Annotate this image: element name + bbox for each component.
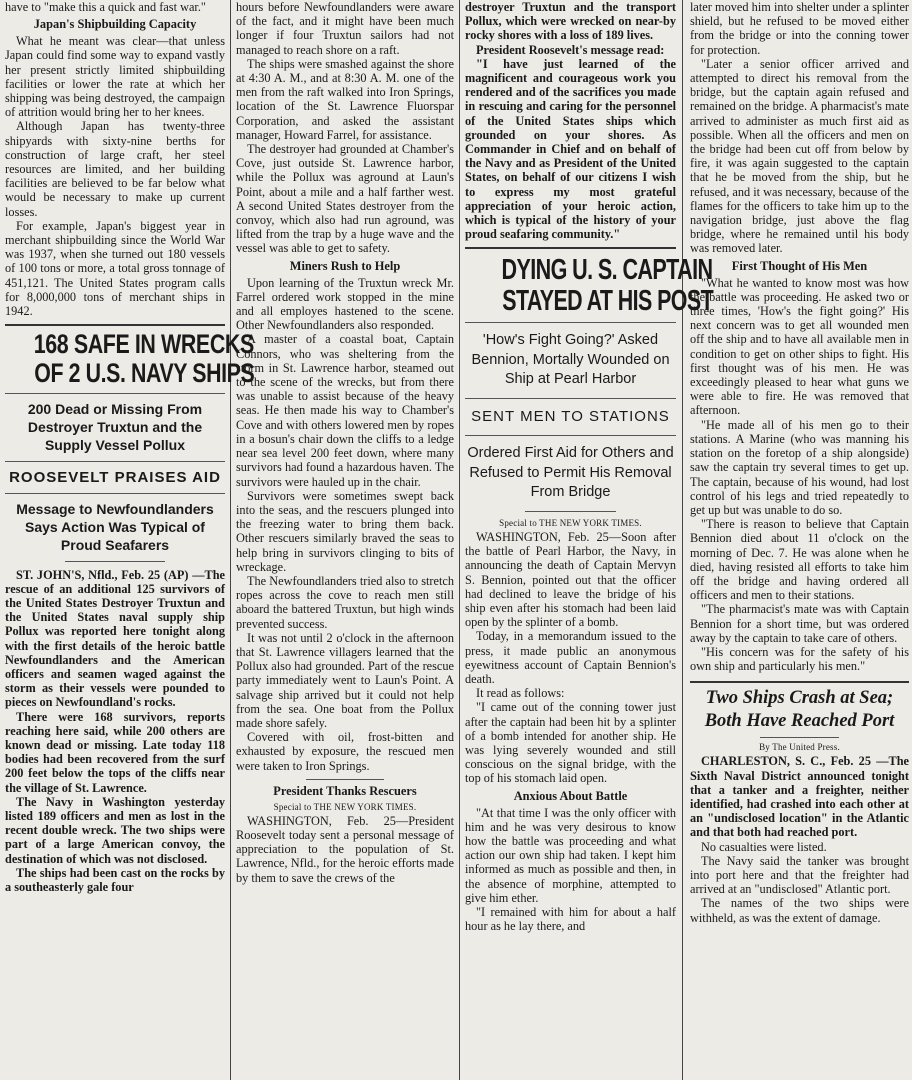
article-text: For example, Japan's biggest year in merchant shipbuilding since the World War was 1937, when she turned out 180 vessels of 100 tons or more, a total gross tonnage of 451,121. The United States program calls for 8,000,000 tons of merchant ships in 1942.	[5, 218, 225, 319]
article-text: A master of a coastal boat, Captain Connors, who was sheltering from the storm in St. Lawrence harbor, steamed out to the scene of the wrecks, but from there was unable to assist because of the heavy seas. He then made his way to Chamber's Cove and with others lowered men by ropes in a bosun's chair down the cliffs to a ledge near sea level 200 feet down, where many survivors had found a hazardous haven. The survivors were hauled up in the chair.	[236, 332, 454, 489]
article-text: Survivors were sometimes swept back into the seas, and the rescuers plunged into the freezing water to bring them back. Other rescuers similarly braved the seas to help bring in survivors clinging to bits of wreckage.	[236, 488, 454, 574]
divider	[760, 737, 839, 738]
headline-line: STAYED AT HIS POST	[502, 284, 714, 317]
column-2	[232, 0, 458, 1080]
column-4	[684, 0, 912, 1080]
divider	[5, 393, 225, 394]
headline-line: Two Ships Crash at Sea;	[705, 688, 894, 709]
subhead: Anxious About Battle	[513, 788, 628, 803]
headline-line: DYING U. S. CAPTAIN	[501, 254, 713, 287]
article-text: "Later a senior officer arrived and attempted to direct his removal from the bridge, but the captain again refused and remained on the bridge. A pharmacist's mate arrived to administer as much first aid as possible. When all the officers and men on the bridge had been cut off from below by fire, it was again suggested to the captain that he be moved from the ship, but he refused, and it was necessary, because of the flames for the officers to take him up to the navigation bridge, just above the flag bridge, where he remained until his body was removed later.	[690, 56, 909, 256]
divider	[465, 398, 676, 399]
divider	[5, 493, 225, 494]
divider	[306, 779, 384, 780]
article-text: "The pharmacist's mate was with Captain Bennion for a short time, but was ordered away by the captain to take care of others.	[690, 602, 909, 645]
article-text: "He made all of his men go to their stations. A Marine (who was manning his station on the foretop of a ship alongside) saw the captain try several times to get up. The captain, because of his wound, had lost control of his legs and tried repeatedly to get up but was unable to do so.	[690, 417, 909, 517]
divider	[525, 511, 616, 512]
article-text: "I have just learned of the magnificent and courageous work you rendered and of the sacrifices you made in rescuing and caring for the personnel of the United States ships which grounded on your shores. As Commander in Chief and on behalf of the Navy and as President of the United States, on behalf of our citizens I wish to express my most grateful appreciation of your heroic action, which is typical of the history of your proud seafaring community."	[465, 56, 676, 242]
article-text: hours before Newfoundlanders were aware of the fact, and it might have been much longer if four Truxtun sailors had not managed to reach shore on a raft.	[236, 0, 454, 57]
article-text: "There is reason to believe that Captain Bennion died about 11 o'clock on the morning of Dec. 7. He was alone when he died, having resisted all efforts to take him off the bridge and having ordered all officers and men to their stations.	[690, 517, 909, 603]
article-text: "His concern was for the safety of his own ship and particularly his men."	[690, 644, 909, 674]
article-text: later moved him into shelter under a splinter shield, but he refused to be moved either from the bridge or into the conning tower for protection.	[690, 0, 909, 57]
divider	[465, 435, 676, 436]
headline-crash	[690, 687, 909, 733]
headline-line: Both Have Reached Port	[704, 711, 895, 732]
article-text: The Navy in Washington yesterday listed 189 officers and men as lost in the recent double wreck. The two ships were part of a large American convoy, the destination of which was not disclosed.	[5, 794, 225, 866]
divider	[465, 322, 676, 323]
deck-truxtun: 200 Dead or Missing From Destroyer Truxtun and the Supply Vessel Pollux	[27, 400, 203, 454]
article-text: It was not until 2 o'clock in the afternoon that St. Lawrence villagers learned that the Pollux also had grounded. Part of the rescue party immediately went to Laun's Point. A salvage ship arrived but it could not help from the sea. One boat from the Pollux made shore safely.	[236, 630, 454, 730]
article-text: ST. JOHN'S, Nfld., Feb. 25 (AP) —The rescue of an additional 125 survivors of the United States Destroyer Truxtun and the United States naval supply ship Pollux was reported here tonight along with the first details of the heroic battle Newfoundlanders and the American officers and seamen waged against the storm as their vessels were pounded to pieces on Newfoundland's rocks.	[5, 567, 225, 710]
deck-fight: 'How's Fight Going?' Asked Bennion, Mortally Wounded on Ship at Pearl Harbor	[471, 332, 670, 388]
credit-line: Special to THE NEW YORK TIMES.	[273, 801, 417, 812]
column-rule	[459, 0, 460, 1080]
column-3	[461, 0, 714, 1080]
divider	[690, 681, 909, 683]
article-text: There were 168 survivors, reports reaching here said, while 200 others are known dead or missing. Late today 118 bodies had been recovered from the surf 200 feet below the tops of the cliffs near the village of St. Lawrence.	[5, 709, 225, 795]
credit-line: Special to THE NEW YORK TIMES.	[499, 517, 642, 528]
article-text: destroyer Truxtun and the transport Pollux, which were wrecked on near-by rocky shores with a loss of 189 lives.	[465, 0, 676, 43]
article-text: Although Japan has twenty-three shipyards with sixty-nine berths for construction of large craft, her steel resources are limited, and her building facilities are believed to be far below what would be necessary to make up current losses.	[5, 119, 225, 219]
subhead: President Thanks Rescuers	[273, 783, 417, 798]
headline-wrecks	[5, 329, 255, 388]
headline-line: OF 2 U.S. NAVY SHIPS	[34, 357, 255, 388]
column-1	[0, 0, 255, 1080]
divider	[65, 561, 165, 562]
deck-message: Message to Newfoundlanders Says Action Was Typical of Proud Seafarers	[16, 501, 214, 554]
article-text: The ships were smashed against the shore at 4:30 A. M., and at 8:30 A. M. one of the men from the raft walked into Iron Springs, location of the St. Lawrence Fluorspar Corporation, and asked the assistant manager, Howard Farrel, for assistance.	[236, 56, 454, 142]
headline-captain	[465, 254, 714, 317]
article-text: "At that time I was the only officer with him and he was very desirous to know how the battle was proceeding and what action our own ship had taken. I kept him informed as much as possible and then, in the absence of morphine, attempted to give him ether.	[465, 805, 676, 905]
subhead: Japan's Shipbuilding Capacity	[33, 17, 197, 32]
article-text: Upon learning of the Truxtun wreck Mr. Farrel ordered work stopped in the mine and all employes hastened to the scene. Other Newfoundlanders also responded.	[236, 275, 454, 333]
article-text: Today, in a memorandum issued to the press, it made public an anonymous eyewitness account of Captain Bennion's death.	[465, 629, 676, 686]
article-text: The names of the two ships were withheld, as was the extent of damage.	[690, 896, 909, 925]
article-text: WASHINGTON, Feb. 25—Soon after the battle of Pearl Harbor, the Navy, in announcing the death of Captain Mervyn S. Bennion, pointed out that the officer had declined to leave the bridge of his ship even after his stomach had been laid open by the splinter of a bomb.	[465, 529, 676, 630]
article-text: Covered with oil, frost-bitten and exhausted by exposure, the rescued men were taken to Iron Springs.	[236, 730, 454, 773]
subhead: Miners Rush to Help	[289, 258, 401, 273]
article-text: "I remained with him for about a half hour as he lay there, and	[465, 905, 676, 934]
article-text: No casualties were listed.	[701, 839, 827, 854]
column-rule	[230, 0, 231, 1080]
article-text: "What he wanted to know most was how the battle was proceeding. He asked two or three times, 'How's the fight going?' His next concern was to get all wounded men off the ship and to have all available men in condition to get on other ships to fight. His first thought was of his men. He was exceedingly pleased to hear what guns we were able to fire. He was removed that afternoon.	[690, 275, 909, 418]
article-text: President Roosevelt's message read:	[476, 42, 665, 57]
article-text: WASHINGTON, Feb. 25—President Roosevelt today sent a personal message of appreciation to the population of St. Lawrence, Nfld., for the heroic efforts made by them to save the crews of the	[236, 813, 454, 885]
article-text: "I came out of the conning tower just after the captain had been hit by a splinter of a bomb intended for another ship. He was lying severely wounded and still conscious on the signal bridge, with the top of his stomach laid open.	[465, 700, 676, 786]
subhead: First Thought of His Men	[731, 258, 868, 273]
article-text: The ships had been cast on the rocks by a southeasterly gale four	[5, 865, 225, 895]
article-text: The Navy said the tanker was brought into port here and that the freighter had arrived at an "undisclosed" Atlantic port.	[690, 853, 909, 897]
deck-roosevelt: ROOSEVELT PRAISES AID	[9, 468, 221, 486]
article-text: It read as follows:	[476, 686, 565, 701]
credit-line: By The United Press.	[759, 742, 840, 753]
divider	[5, 324, 225, 326]
headline-line: 168 SAFE IN WRECKS	[33, 329, 254, 360]
article-text: CHARLESTON, S. C., Feb. 25 —The Sixth Naval District announced tonight that a tanker and a freighter, neither identified, had crashed into each other at an "undisclosed location" in the Atlantic and that both had reached port.	[690, 754, 909, 840]
article-text: The Newfoundlanders tried also to stretch ropes across the cove to reach men still aboard the battered Truxtun, but high winds prevented success.	[236, 573, 454, 631]
article-text: What he meant was clear—that unless Japan could find some way to expand vastly her present strictly limited shipbuilding facilities or lower the rate at which her shipping was being destroyed, the campaign of attrition would bring her to her knees.	[5, 34, 225, 120]
deck-first-aid: Ordered First Aid for Others and Refused to Permit His Removal From Bridge	[467, 445, 674, 501]
divider	[465, 247, 676, 249]
column-rule	[682, 0, 683, 1080]
article-text: have to "make this a quick and fast war."	[5, 0, 206, 14]
deck-stations: SENT MEN TO STATIONS	[471, 408, 670, 426]
divider	[5, 461, 225, 462]
article-text: The destroyer had grounded at Chamber's Cove, just outside St. Lawrence harbor, while the Pollux was aground at Laun's Point, about a mile and a half farther west. A second United States destroyer from the convoy, which also had run aground, was lifted from the trap by a huge wave and the vessel was able to get to safety.	[236, 142, 454, 256]
